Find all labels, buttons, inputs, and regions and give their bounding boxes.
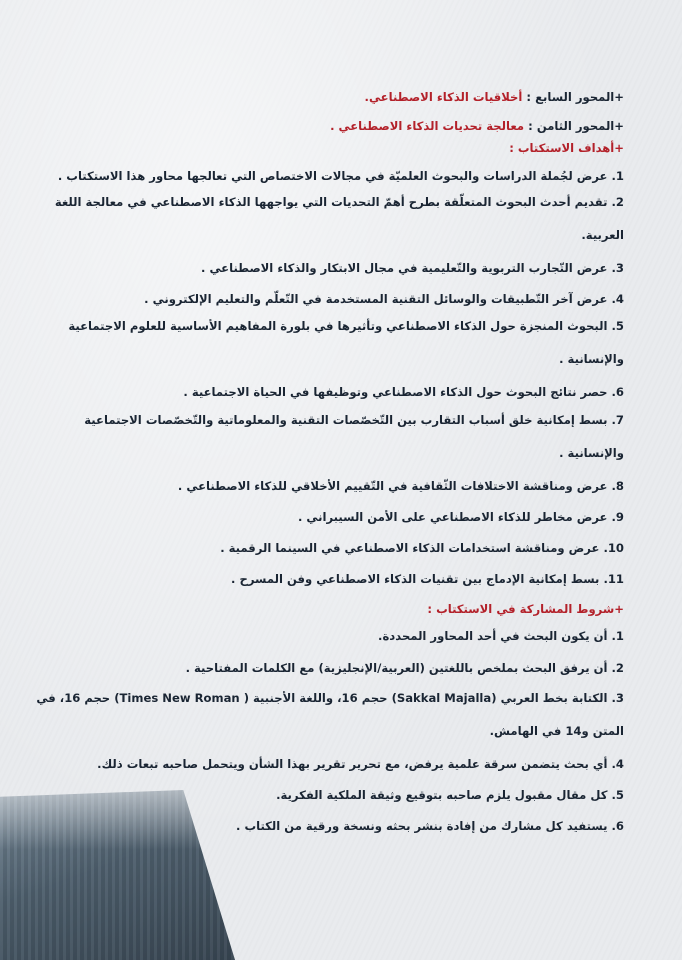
objective-item: 7. بسط إمكانية خلق أسباب التقارب بين التّخصّصات التقنية والمعلوماتية والتّخصّصات الاجتماعية والإنسانية .: [84, 413, 624, 460]
objective-item: 5. البحوث المنجزة حول الذكاء الاصطناعي وتأثيرها في بلورة المفاهيم الأساسية للعلوم الاجتماعية والإنسانية .: [68, 319, 624, 366]
condition-item: 1. أن يكون البحث في أحد المحاور المحددة.: [378, 629, 624, 643]
objectives-heading: +أهداف الاستكتاب :: [509, 141, 624, 155]
objective-item: 11. بسط إمكانية الإدماج بين تقنيات الذكاء الاصطناعي وفن المسرح .: [231, 572, 624, 586]
axis-8-title: معالجة تحديات الذكاء الاصطناعي .: [330, 119, 525, 133]
axis-8-label: +المحور الثامن :: [528, 119, 624, 133]
objective-item: 4. عرض آخر التّطبيقات والوسائل التقنية المستخدمة في التّعلّم والتعليم الإلكتروني .: [144, 292, 624, 306]
condition-item: 2. أن يرفق البحث بملخص باللغتين (العربية/الإنجليزية) مع الكلمات المفتاحية .: [185, 661, 624, 675]
objective-item: 8. عرض ومناقشة الاختلافات الثّقافية في التّقييم الأخلاقي للذكاء الاصطناعي .: [177, 479, 624, 493]
axis-8: [28, 117, 624, 135]
objective-item: 9. عرض مخاطر للذكاء الاصطناعي على الأمن السيبراني .: [297, 510, 624, 524]
condition-item: 4. أي بحث يتضمن سرقة علمية يرفض، مع تحرير تقرير بهذا الشأن ويتحمل صاحبه تبعات ذلك.: [97, 757, 624, 771]
condition-item: 6. يستفيد كل مشارك من إفادة بنشر بحثه ونسخة ورقية من الكتاب .: [236, 819, 624, 833]
axis-7-title: أخلاقيات الذكاء الاصطناعي.: [364, 90, 523, 104]
condition-item: 3. الكتابة بخط العربي (Sakkal Majalla) حجم 16، واللغة الأجنبية ( Times New Roman) حجم 16، في المتن و14 في الهامش.: [36, 691, 624, 738]
axis-7-label: +المحور السابع :: [526, 90, 624, 104]
objective-item: 10. عرض ومناقشة استخدامات الذكاء الاصطناعي في السينما الرقمية .: [220, 541, 624, 555]
objective-item: 1. عرض لجُملة الدراسات والبحوث العلميّة في مجالات الاختصاص التي تعالجها محاور هذا الاستكتاب .: [57, 169, 624, 183]
document-body: [28, 86, 624, 835]
objective-item: 6. حصر نتائج البحوث حول الذكاء الاصطناعي وتوظيفها في الحياة الاجتماعية .: [183, 385, 624, 399]
conditions-heading: +شروط المشاركة في الاستكتاب :: [427, 602, 624, 616]
objective-item: 3. عرض التّجارب التربوية والتّعليمية في مجال الابتكار والذكاء الاصطناعي .: [201, 261, 624, 275]
objective-item: 2. تقديم أحدث البحوث المتعلّقة بطرح أهمّ التحديات التي يواجهها الذكاء الاصطناعي في معالجة اللغة العربية.: [54, 195, 624, 242]
axis-7: [28, 88, 624, 106]
condition-item: 5. كل مقال مقبول يلزم صاحبه بتوقيع وثيقة الملكية الفكرية.: [276, 788, 624, 802]
